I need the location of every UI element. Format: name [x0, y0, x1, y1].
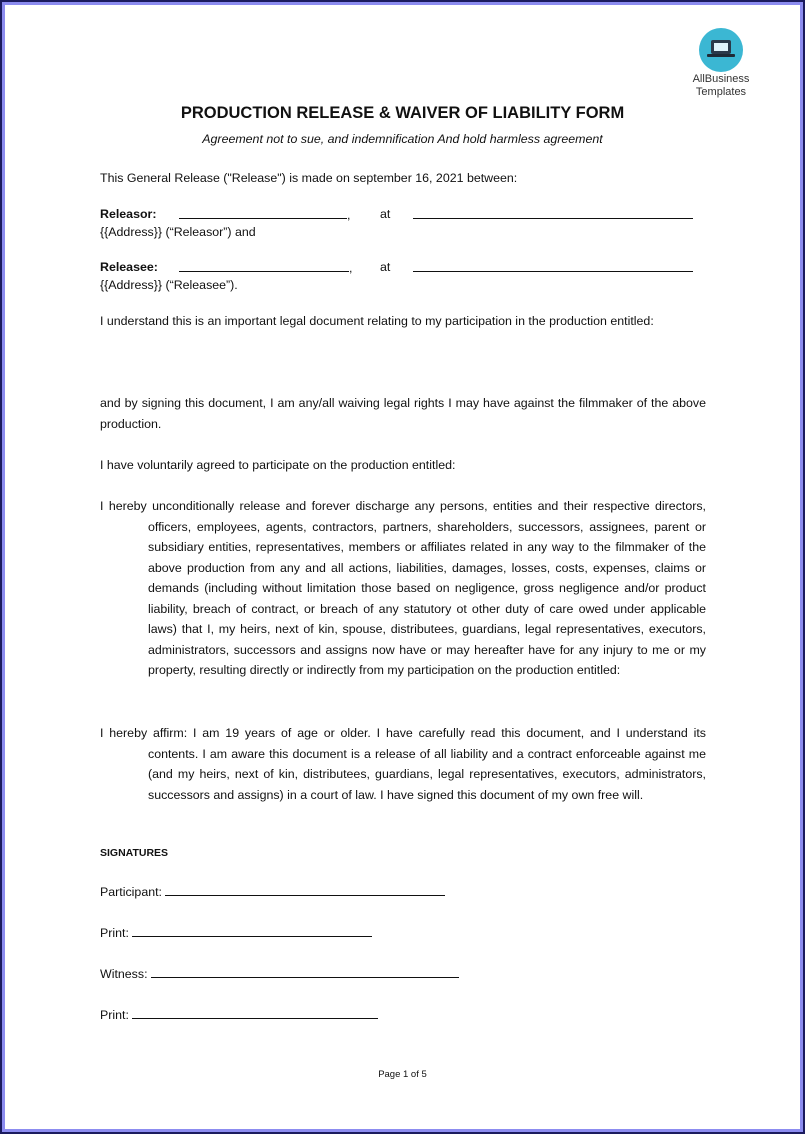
- releasee-address-line[interactable]: [413, 260, 693, 275]
- print-name-1[interactable]: [100, 925, 372, 940]
- intro-text: This General Release ("Release") is made on september 16, 2021 between:: [100, 171, 518, 185]
- paragraph-understand: I understand this is an important legal document relating to my participation in the production entitled:: [100, 314, 654, 328]
- print-name-2[interactable]: [100, 1007, 378, 1022]
- participant-label: Participant:: [100, 885, 162, 899]
- paragraph-waiving: and by signing this document, I am any/all waiving legal rights I may have against the filmmaker of the above production.: [100, 396, 706, 431]
- participant-signature[interactable]: [100, 884, 445, 899]
- signatures-heading: SIGNATURES: [100, 847, 169, 859]
- witness-label: Witness:: [100, 967, 148, 981]
- page-number: Page 1 of 5: [378, 1069, 427, 1080]
- releasee-label: [100, 260, 158, 274]
- comma: ,: [347, 208, 351, 222]
- print-label: Print:: [100, 926, 129, 940]
- paragraph-affirm: I hereby affirm: I am 19 years of age or older. I have carefully read this document, and I understand its contents. I am aware this document is a release of all liability and a contract enforceable against me (and my heirs, next of kin, distributees, guardians, legal representatives, executors, administrators, successors and assigns) in a court of law. I have signed this document of my own free will.: [100, 726, 706, 802]
- paragraph-release: I hereby unconditionally release and forever discharge any persons, entities and their respective directors, officers, employees, agents, contractors, partners, shareholders, successors, assignees, parent or subsidiary entities, representatives, members or affiliates related in any way to the filmmaker of the above production from any and all actions, liabilities, damages, losses, costs, expenses, claims or demands (including without limitation those based on negligence, gross negligence and/or product liability, breach of contract, or breach of any statutory ot other duty of care owed under applicable laws) that I, my heirs, next of kin, spouse, distributees, guardians, legal representatives, executors, administrators, successors and assigns now have or may hereafter have for any injury to me or my property, resulting directly or indirectly from my participation on the production entitled:: [100, 499, 706, 677]
- releasee-at: at: [380, 260, 391, 274]
- releasor-at: at: [380, 207, 391, 221]
- document-title: PRODUCTION RELEASE & WAIVER OF LIABILITY FORM: [180, 104, 625, 122]
- releasor-address: {{Address}} (“Releasor”) and: [100, 225, 256, 239]
- releasor-label: [100, 207, 156, 221]
- witness-signature[interactable]: [100, 966, 459, 981]
- releasee-label-text: Releasee:: [100, 260, 158, 274]
- print-label: Print:: [100, 1008, 129, 1022]
- paragraph-voluntary: I have voluntarily agreed to participate on the production entitled:: [100, 458, 456, 472]
- releasor-name-line[interactable]: [179, 207, 350, 222]
- releasee-name-line[interactable]: [179, 260, 352, 275]
- logo-text-2: Templates: [695, 86, 747, 98]
- releasor-label-text: Releasor:: [100, 207, 157, 221]
- comma: ,: [349, 261, 353, 275]
- releasor-address-line[interactable]: [413, 207, 693, 222]
- laptop-icon: [699, 28, 743, 72]
- logo-text-1: AllBusiness: [692, 73, 750, 85]
- document-subtitle: Agreement not to sue, and indemnification And hold harmless agreement: [202, 132, 603, 146]
- releasee-address: {{Address}} (“Releasee”).: [100, 278, 238, 292]
- allbusiness-logo: [686, 28, 756, 98]
